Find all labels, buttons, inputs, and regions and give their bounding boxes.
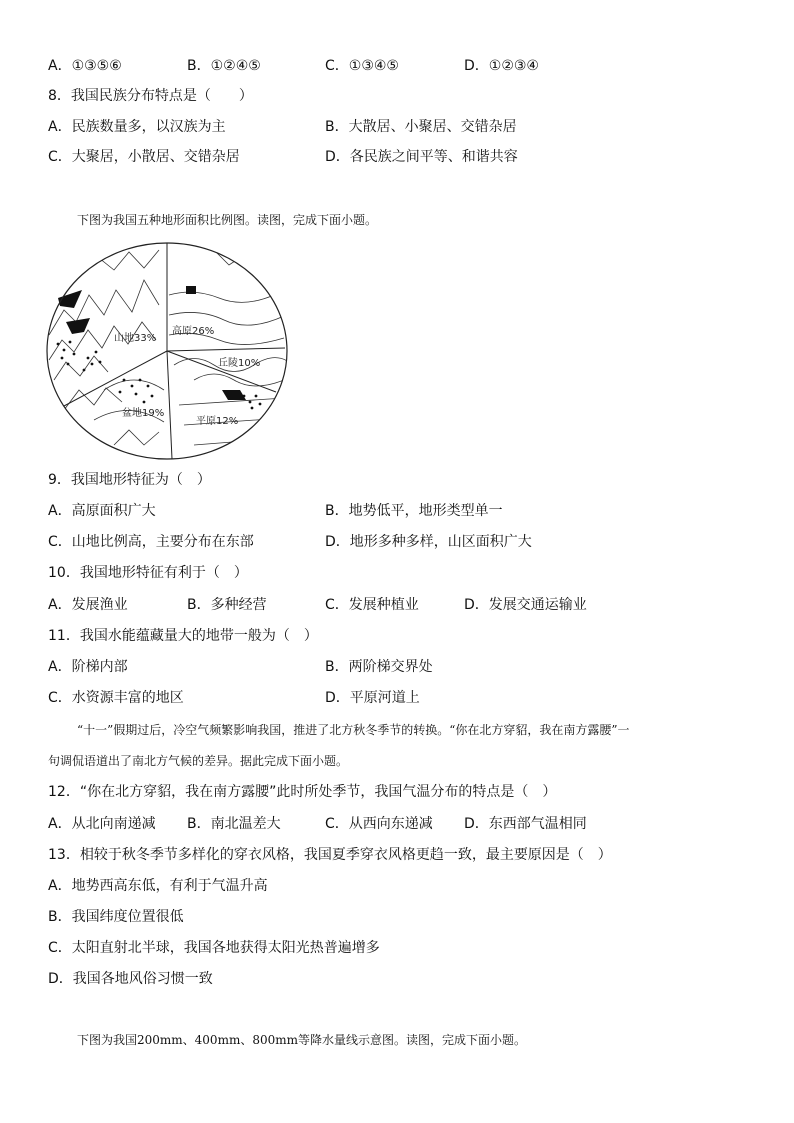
precipitation-figure-intro: 下图为我国200mm、400mm、800mm等降水量线示意图。读图，完成下面小题。: [77, 1033, 526, 1047]
segment-label-hills: 丘陵10%: [218, 358, 261, 369]
q10-option-c: C．发展种植业: [325, 597, 419, 613]
q7-option-b: B．①②④⑤: [187, 58, 261, 74]
q12-option-c: C．从西向东递减: [325, 816, 433, 832]
segment-label-mountain: 山地33%: [114, 333, 157, 344]
q9-option-c: C．山地比例高，主要分布在东部: [48, 534, 254, 550]
q13-option-c: C．太阳直射北半球，我国各地获得太阳光热普遍增多: [48, 940, 380, 956]
q10-option-d: D．发展交通运输业: [464, 597, 587, 613]
passage-line-2: 句调侃语道出了南北方气候的差异。据此完成下面小题。: [48, 754, 349, 768]
figure-intro: 下图为我国五种地形面积比例图。读图，完成下面小题。: [77, 213, 378, 227]
q13-option-b: B．我国纬度位置很低: [48, 909, 184, 925]
q10-stem: 10．我国地形特征有利于（ ）: [48, 565, 248, 581]
q7-option-c: C．①③④⑤: [325, 58, 399, 74]
q12-option-a: A．从北向南递减: [48, 816, 156, 832]
q11-option-c: C．水资源丰富的地区: [48, 690, 184, 706]
q7-option-a: A．①③⑤⑥: [48, 58, 122, 74]
q10-option-a: A．发展渔业: [48, 597, 128, 613]
q12-option-b: B．南北温差大: [187, 816, 281, 832]
q8-option-a: A．民族数量多，以汉族为主: [48, 119, 226, 135]
q11-stem: 11．我国水能蕴藏量大的地带一般为（ ）: [48, 628, 318, 644]
q9-option-b: B．地势低平，地形类型单一: [325, 503, 503, 519]
segment-label-plateau: 高原26%: [172, 326, 215, 337]
q11-option-d: D．平原河道上: [325, 690, 420, 706]
q13-stem: 13．相较于秋冬季节多样化的穿衣风格，我国夏季穿衣风格更趋一致，最主要原因是（ ）: [48, 847, 612, 863]
passage-line-1: “十一”假期过后，冷空气频繁影响我国，推进了北方秋冬季节的转换。“你在北方穿貂，我在南方露腰”一: [77, 723, 630, 737]
q9-option-d: D．地形多种多样，山区面积广大: [325, 534, 532, 550]
q12-option-d: D．东西部气温相同: [464, 816, 587, 832]
q13-option-d: D．我国各地风俗习惯一致: [48, 971, 213, 987]
q11-option-b: B．两阶梯交界处: [325, 659, 433, 675]
q8-stem: 8．我国民族分布特点是（ ）: [48, 88, 253, 104]
q9-option-a: A．高原面积广大: [48, 503, 156, 519]
q8-option-d: D．各民族之间平等、和谐共容: [325, 149, 518, 165]
q10-option-b: B．多种经营: [187, 597, 267, 613]
q8-option-c: C．大聚居，小散居、交错杂居: [48, 149, 240, 165]
segment-label-basin: 盆地19%: [122, 408, 165, 419]
q9-stem: 9．我国地形特征为（ ）: [48, 472, 211, 488]
segment-label-plain: 平原12%: [196, 416, 239, 427]
q8-option-b: B．大散居、小聚居、交错杂居: [325, 119, 517, 135]
q7-option-d: D．①②③④: [464, 58, 539, 74]
terrain-proportion-figure: [44, 240, 290, 462]
q12-stem: 12．“你在北方穿貂，我在南方露腰”此时所处季节，我国气温分布的特点是（ ）: [48, 784, 557, 800]
q11-option-a: A．阶梯内部: [48, 659, 128, 675]
q13-option-a: A．地势西高东低，有利于气温升高: [48, 878, 268, 894]
